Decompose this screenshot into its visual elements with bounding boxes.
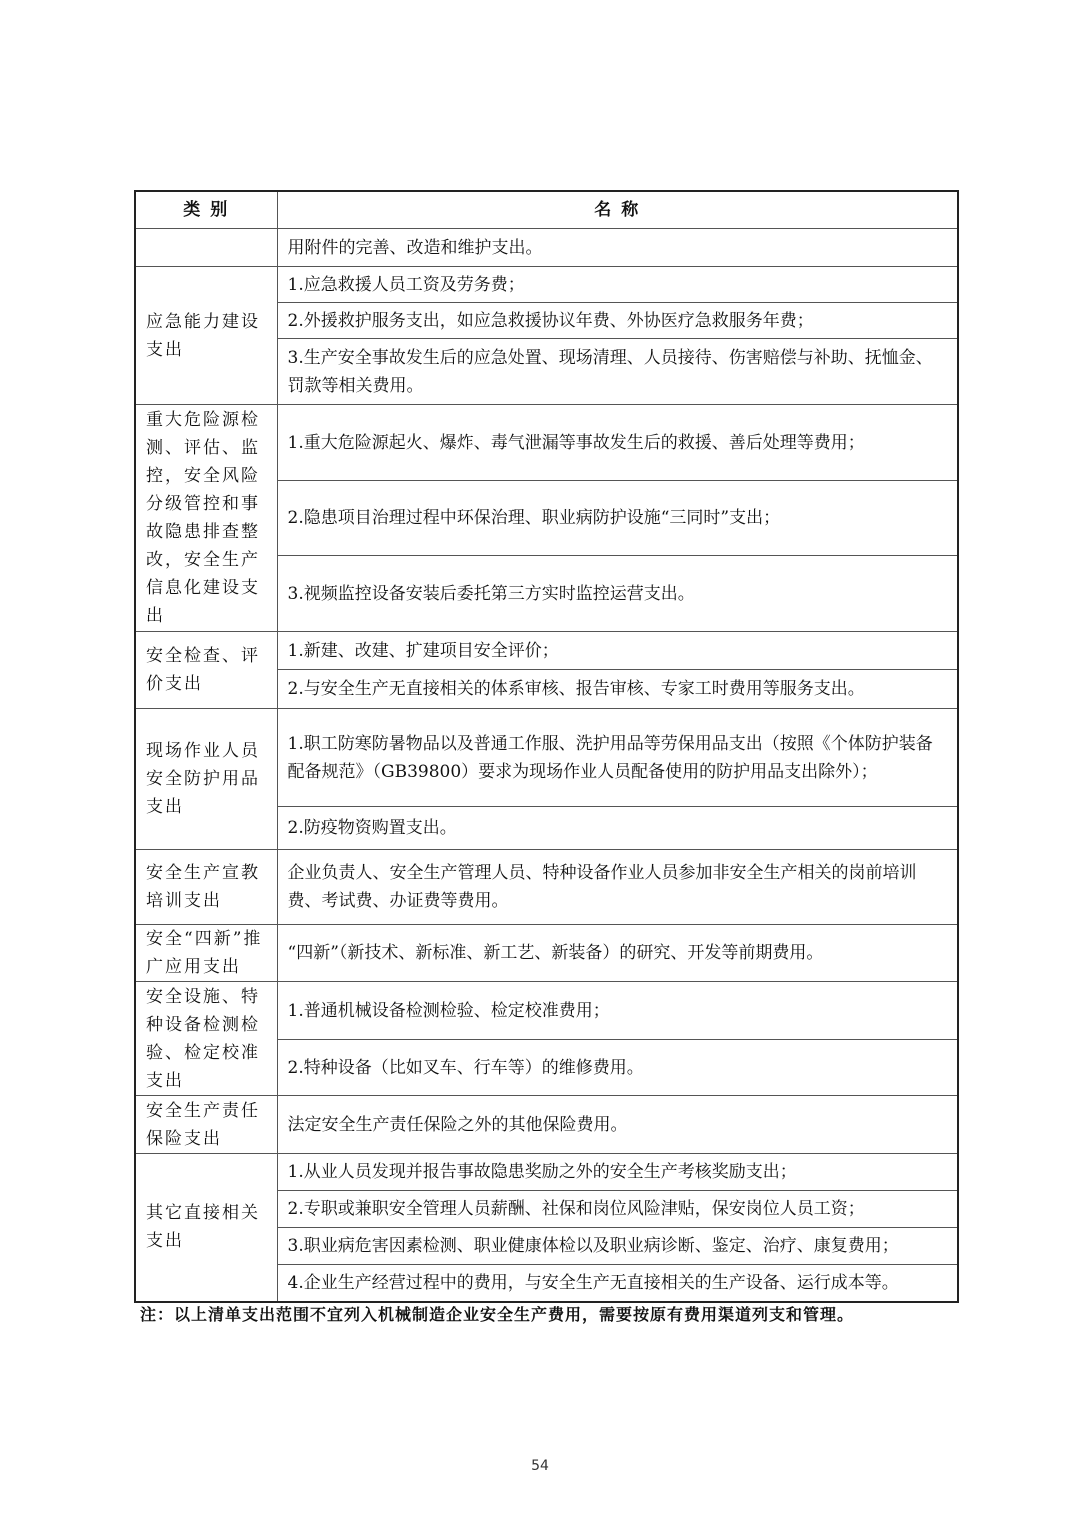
category-cell: 重大危险源检测、评估、监控，安全风险分级管控和事故隐患排查整改，安全生产信息化建设支出 bbox=[135, 405, 277, 632]
category-cell: 安全生产宣教培训支出 bbox=[135, 850, 277, 925]
footnote: 注：以上清单支出范围不宜列入机械制造企业安全生产费用，需要按原有费用渠道列支和管理。 bbox=[140, 1305, 855, 1324]
category-cell bbox=[135, 229, 277, 267]
category-cell: 应急能力建设支出 bbox=[135, 267, 277, 405]
category-cell: 安全生产责任保险支出 bbox=[135, 1096, 277, 1154]
category-cell: 现场作业人员安全防护用品支出 bbox=[135, 709, 277, 850]
item-cell: 1.应急救援人员工资及劳务费； bbox=[277, 267, 958, 303]
item-cell: 2.特种设备（比如叉车、行车等）的维修费用。 bbox=[277, 1040, 958, 1096]
table-row bbox=[135, 405, 958, 481]
item-cell: 2.与安全生产无直接相关的体系审核、报告审核、专家工时费用等服务支出。 bbox=[277, 670, 958, 709]
table-row bbox=[135, 267, 958, 303]
page-number: 54 bbox=[531, 1458, 549, 1474]
table-body bbox=[135, 229, 958, 1302]
table-row bbox=[135, 1096, 958, 1154]
expense-table bbox=[134, 190, 959, 1303]
item-cell: 4.企业生产经营过程中的费用，与安全生产无直接相关的生产设备、运行成本等。 bbox=[277, 1265, 958, 1302]
header-name: 名 称 bbox=[277, 191, 958, 229]
item-cell: 2.专职或兼职安全管理人员薪酬、社保和岗位风险津贴，保安岗位人员工资； bbox=[277, 1191, 958, 1228]
item-cell: 1.新建、改建、扩建项目安全评价； bbox=[277, 632, 958, 670]
item-cell: 2.隐患项目治理过程中环保治理、职业病防护设施“三同时”支出； bbox=[277, 481, 958, 556]
item-cell: 法定安全生产责任保险之外的其他保险费用。 bbox=[277, 1096, 958, 1154]
category-cell: 安全检查、评价支出 bbox=[135, 632, 277, 709]
table-header-row bbox=[135, 191, 958, 229]
table-row bbox=[135, 1154, 958, 1191]
table-row bbox=[135, 982, 958, 1040]
category-cell: 安全设施、特种设备检测检验、检定校准支出 bbox=[135, 982, 277, 1096]
item-cell: 3.职业病危害因素检测、职业健康体检以及职业病诊断、鉴定、治疗、康复费用； bbox=[277, 1228, 958, 1265]
item-cell: 2.防疫物资购置支出。 bbox=[277, 807, 958, 850]
table-row bbox=[135, 925, 958, 982]
table-row bbox=[135, 709, 958, 807]
table-row bbox=[135, 632, 958, 670]
item-cell: 3.视频监控设备安装后委托第三方实时监控运营支出。 bbox=[277, 556, 958, 632]
item-cell: 3.生产安全事故发生后的应急处置、现场清理、人员接待、伤害赔偿与补助、抚恤金、罚款等相关费用。 bbox=[277, 339, 958, 405]
table-row bbox=[135, 229, 958, 267]
item-cell: “四新”（新技术、新标准、新工艺、新装备）的研究、开发等前期费用。 bbox=[277, 925, 958, 982]
category-cell: 安全“四新”推广应用支出 bbox=[135, 925, 277, 982]
item-cell: 1.从业人员发现并报告事故隐患奖励之外的安全生产考核奖励支出； bbox=[277, 1154, 958, 1191]
item-cell: 2.外援救护服务支出，如应急救援协议年费、外协医疗急救服务年费； bbox=[277, 303, 958, 339]
item-cell: 1.普通机械设备检测检验、检定校准费用； bbox=[277, 982, 958, 1040]
item-cell: 用附件的完善、改造和维护支出。 bbox=[277, 229, 958, 267]
item-cell: 企业负责人、安全生产管理人员、特种设备作业人员参加非安全生产相关的岗前培训费、考试费、办证费等费用。 bbox=[277, 850, 958, 925]
table-row bbox=[135, 850, 958, 925]
category-cell: 其它直接相关支出 bbox=[135, 1154, 277, 1302]
item-cell: 1.职工防寒防暑物品以及普通工作服、洗护用品等劳保用品支出（按照《个体防护装备配备规范》（GB39800）要求为现场作业人员配备使用的防护用品支出除外）； bbox=[277, 709, 958, 807]
header-category: 类 别 bbox=[135, 191, 277, 229]
item-cell: 1.重大危险源起火、爆炸、毒气泄漏等事故发生后的救援、善后处理等费用； bbox=[277, 405, 958, 481]
